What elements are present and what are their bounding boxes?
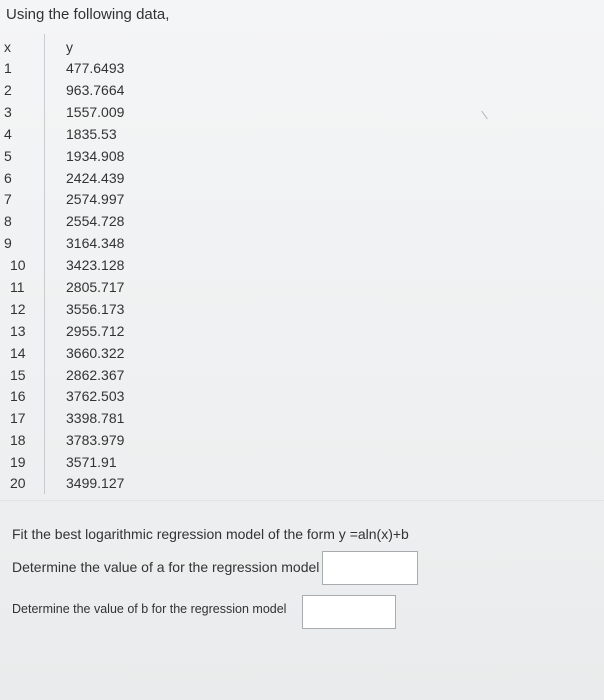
x-cell: 9 bbox=[4, 235, 12, 251]
y-cell: 3423.128 bbox=[66, 257, 125, 273]
y-cell: 2424.439 bbox=[66, 170, 125, 186]
y-cell: 1934.908 bbox=[66, 148, 125, 164]
x-cell: 13 bbox=[10, 323, 26, 339]
x-cell: 16 bbox=[10, 388, 26, 404]
y-cell: 3556.173 bbox=[66, 301, 125, 317]
y-cell: 3164.348 bbox=[66, 235, 125, 251]
data-table bbox=[0, 34, 140, 494]
y-cell: 1835.53 bbox=[66, 126, 117, 142]
x-cell: 4 bbox=[4, 126, 12, 142]
fit-instruction: Fit the best logarithmic regression model of the form y =aln(x)+b bbox=[12, 526, 409, 542]
section-divider bbox=[0, 500, 604, 501]
y-cell: 2862.367 bbox=[66, 367, 125, 383]
y-cell: 2805.717 bbox=[66, 279, 125, 295]
intro-text: Using the following data, bbox=[6, 6, 170, 23]
y-cell: 3783.979 bbox=[66, 432, 125, 448]
x-cell: 5 bbox=[4, 148, 12, 164]
x-cell: 10 bbox=[10, 257, 26, 273]
x-cell: 18 bbox=[10, 432, 26, 448]
x-cell: 11 bbox=[10, 279, 25, 295]
x-cell: 19 bbox=[10, 454, 26, 470]
a-answer-input[interactable] bbox=[322, 551, 418, 585]
y-cell: 1557.009 bbox=[66, 104, 125, 120]
y-cell: 3762.503 bbox=[66, 388, 125, 404]
y-cell: 3499.127 bbox=[66, 475, 125, 491]
x-cell: 2 bbox=[4, 82, 12, 98]
y-cell: 3660.322 bbox=[66, 345, 125, 361]
x-cell: 15 bbox=[10, 367, 26, 383]
y-cell: 2955.712 bbox=[66, 323, 125, 339]
y-cell: 963.7664 bbox=[66, 82, 125, 98]
x-cell: 20 bbox=[10, 475, 26, 491]
y-cell: 2554.728 bbox=[66, 213, 125, 229]
y-header: y bbox=[66, 39, 73, 55]
x-cell: 12 bbox=[10, 301, 26, 317]
x-header: x bbox=[4, 39, 11, 55]
x-cell: 6 bbox=[4, 170, 12, 186]
x-column bbox=[0, 34, 45, 494]
x-cell: 1 bbox=[4, 60, 12, 76]
y-cell: 2574.997 bbox=[66, 191, 125, 207]
stray-mark bbox=[481, 111, 488, 120]
x-cell: 8 bbox=[4, 213, 12, 229]
y-cell: 3398.781 bbox=[66, 410, 125, 426]
x-cell: 7 bbox=[4, 191, 12, 207]
x-cell: 14 bbox=[10, 345, 26, 361]
x-cell: 3 bbox=[4, 104, 12, 120]
b-answer-input[interactable] bbox=[302, 595, 396, 629]
x-cell: 17 bbox=[10, 410, 26, 426]
y-cell: 477.6493 bbox=[66, 60, 125, 76]
b-prompt: Determine the value of b for the regression model bbox=[12, 602, 287, 616]
y-cell: 3571.91 bbox=[66, 454, 117, 470]
a-prompt: Determine the value of a for the regression model bbox=[12, 559, 320, 575]
